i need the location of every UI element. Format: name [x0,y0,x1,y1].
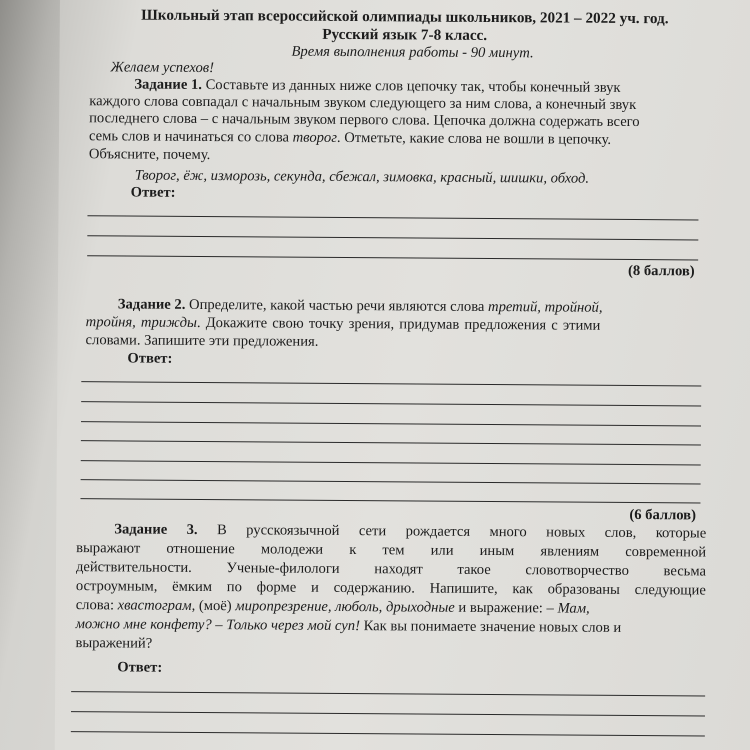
task3-line5: слова: хвастограм, (моё) миропрезрение, люболь, дрыходные и выражение: – Мам, [75,597,590,617]
task1-answer-label: Ответ: [130,184,176,201]
task1-answer-line [87,255,698,260]
task3-line3: действительности. Ученые-филологи находят такое словотворчество весьма [75,559,707,580]
time-line: Время выполнения работы - 90 минут. [291,43,534,62]
task2-points: (6 баллов) [629,506,697,524]
task2-answer-label: Ответ: [127,350,173,367]
task1-line3: последнего слова – с начальным звуком первого слова. Цепочка должна содержать всего [89,110,640,131]
wish-line: Желаем успехов! [110,59,215,77]
task2-answer-line [81,440,701,445]
task2-answer-line [80,498,700,503]
task1-line4: семь слов и начинаться со слова творог. Отметьте, какие слова не вошли в цепочку. [88,128,612,148]
task1-line5: Объясните, почему. [88,146,211,164]
task2-answer-line [81,381,701,386]
olympiad-sheet [55,0,750,750]
task2-line2: тройня, трижды. Докажите свою точку зрения, придумав предложения с этими [85,314,601,334]
task1-heading: Задание 1. [134,76,203,93]
task2-answer-line [81,479,701,484]
task3-answer-label: Ответ: [117,659,163,676]
task1-answer-line [87,235,698,240]
task3-line4: остроумным, ёмким по форме и содержанию. Напишите, как образованы следующие [75,578,706,599]
task1-line1: Задание 1. Составьте из данных ниже слов цепочку так, чтобы конечный звук [134,76,621,96]
task3-heading: Задание 3. [114,521,198,538]
task2-line3: словами. Запишите эти предложения. [85,332,319,350]
task3-line1: Задание 3. В русскоязычной сети рождается много новых слов, которые [114,521,707,542]
task2-answer-line [81,401,701,406]
task3-answer-line [71,691,705,696]
task2-line1: Задание 2. Определите, какой частью речи являются слова третий, тройной, [117,296,603,316]
task2-heading: Задание 2. [117,296,186,313]
task3-line7: выражений? [75,635,153,652]
subject-line: Русский язык 7-8 класс. [322,25,488,44]
task2-answer-line [81,460,701,465]
task1-answer-line [87,215,698,220]
task3-answer-line [71,731,705,736]
task1-points: (8 баллов) [628,262,695,280]
task3-line6: можно мне конфету? – Только через мой суп! Как вы понимаете значение новых слов и [75,616,622,636]
task3-answer-line [71,711,705,716]
olympiad-title: Школьный этап всероссийской олимпиады школьников, 2021 – 2022 уч. год. [141,6,669,28]
task2-answer-line [81,421,701,426]
task1-word-list: Творог, ёж, изморозь, секунда, сбежал, зимовка, красный, шишки, обход. [134,167,590,187]
task1-line2: каждого слова совпадал с начальным звуком следующего за ним слова, а конечный звук [89,93,637,114]
task3-line2: выражают отношение молодежи к тем или иным явлениям современной [76,540,707,561]
